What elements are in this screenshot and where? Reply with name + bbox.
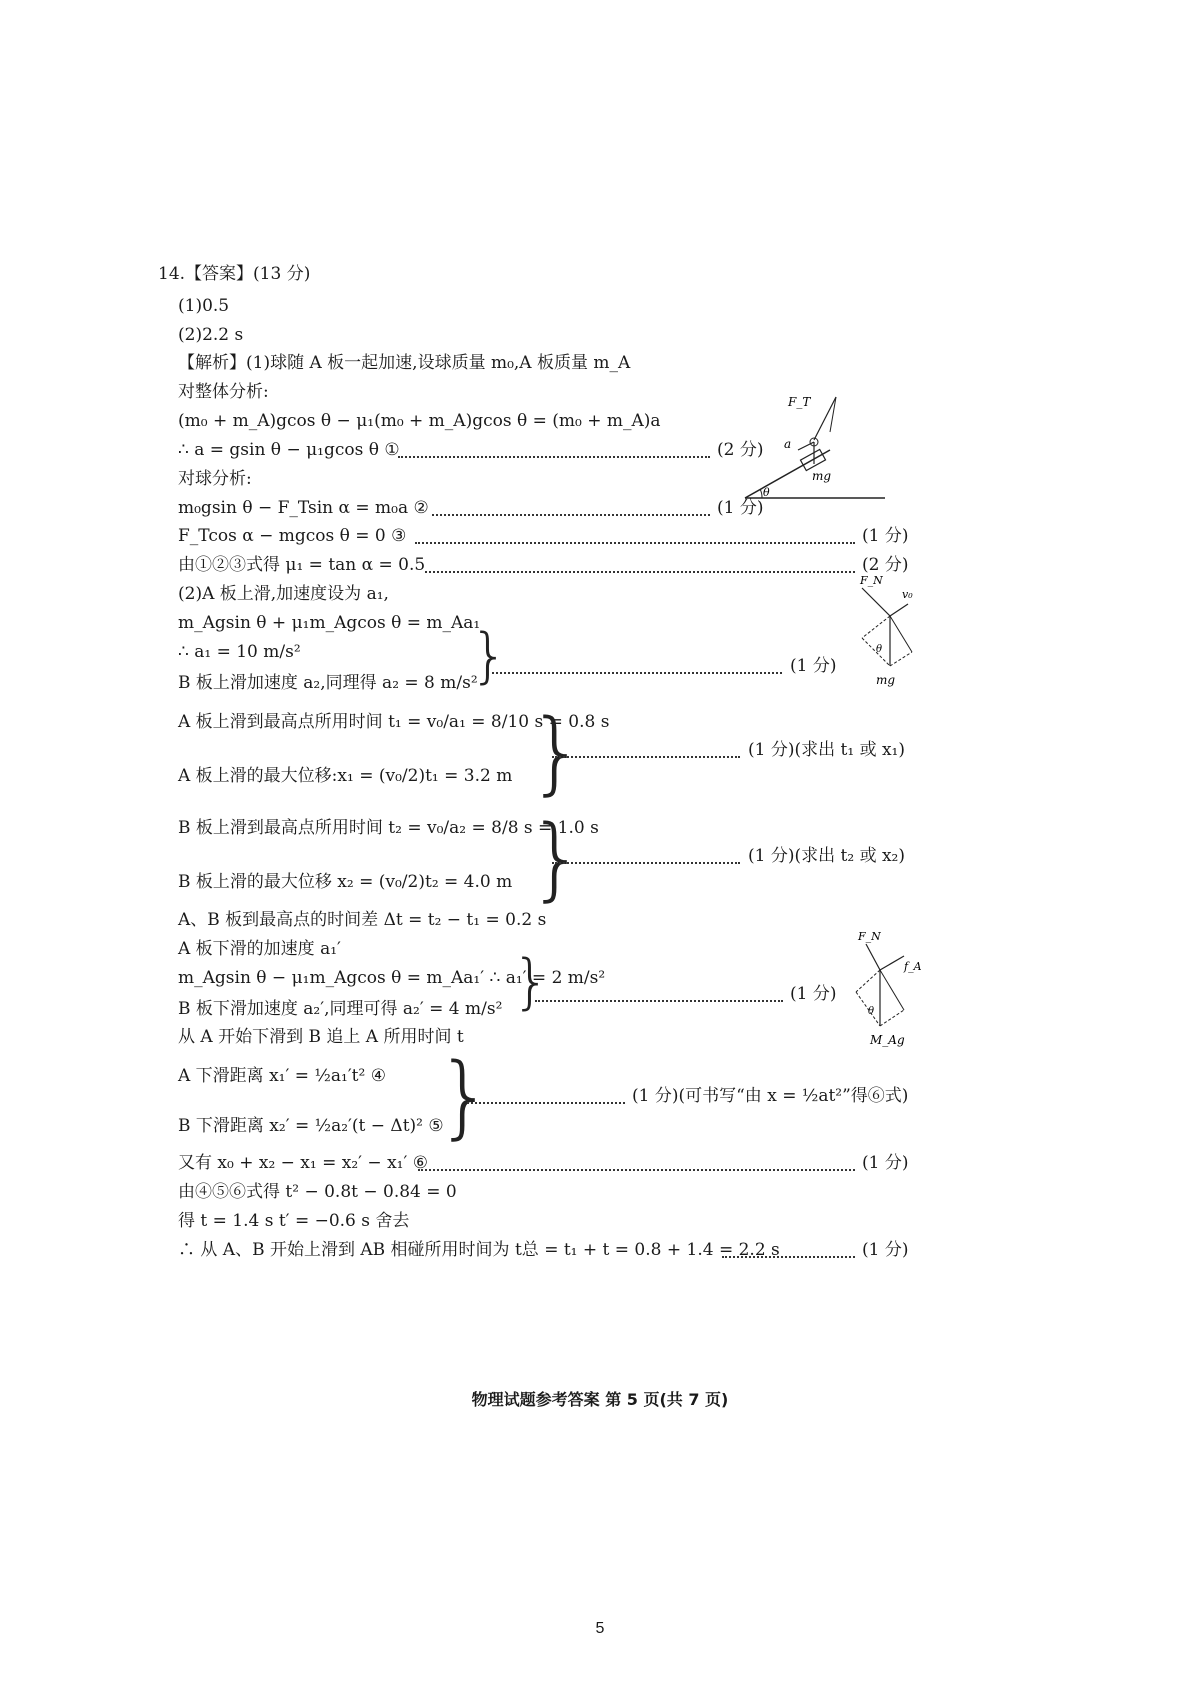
- whole-analysis-label: 对整体分析:: [178, 382, 269, 402]
- leader-dots: [418, 1169, 855, 1171]
- page-footer: 物理试题参考答案 第 5 页(共 7 页): [471, 1390, 729, 1409]
- leader-dots: [535, 1000, 783, 1002]
- mg-label: mg: [812, 469, 832, 483]
- score-5: (1 分): [790, 656, 837, 676]
- fn-label: F_N: [860, 574, 883, 587]
- time-t1: A 板上滑到最高点所用时间 t₁ = v₀/a₁ = 8/10 s = 0.8 s: [178, 712, 610, 732]
- score-6: (1 分)(求出 t₁ 或 x₁): [748, 740, 906, 760]
- score-8: (1 分): [790, 984, 837, 1004]
- question-header: 14.【答案】(13 分): [158, 264, 311, 284]
- score-1: (2 分): [717, 440, 764, 460]
- catch-up-time-label: 从 A 开始下滑到 B 追上 A 所用时间 t: [178, 1027, 464, 1047]
- part2-intro: (2)A 板上滑,加速度设为 a₁,: [178, 584, 389, 604]
- ball-incline-diagram: [740, 392, 890, 502]
- displacement-x2: B 板上滑的最大位移 x₂ = (v₀/2)t₂ = 4.0 m: [178, 872, 513, 892]
- brace: }: [436, 1044, 494, 1149]
- result-mu1: 由①②③式得 μ₁ = tan α = 0.5: [178, 555, 426, 575]
- score-10: (1 分): [862, 1153, 909, 1173]
- leader-dots: [415, 542, 855, 544]
- theta-label: θ: [876, 644, 883, 655]
- leader-dots: [425, 571, 855, 573]
- theta-label: θ: [763, 486, 770, 499]
- quadratic-equation: 由④⑤⑥式得 t² − 0.8t − 0.84 = 0: [178, 1182, 457, 1202]
- score-11: (1 分): [862, 1240, 909, 1260]
- score-9: (1 分)(可书写“由 x = ½at²”得⑥式): [632, 1086, 909, 1106]
- result-a1: ∴ a₁ = 10 m/s²: [178, 642, 301, 662]
- fn-label: F_N: [858, 930, 881, 943]
- displacement-x1: A 板上滑的最大位移:x₁ = (v₀/2)t₁ = 3.2 m: [178, 766, 513, 786]
- time-difference: A、B 板到最高点的时间差 Δt = t₂ − t₁ = 0.2 s: [178, 910, 547, 930]
- brace: }: [528, 700, 586, 805]
- brace: }: [512, 947, 551, 1017]
- a-down-accel-label: A 板下滑的加速度 a₁′: [178, 939, 341, 959]
- leader-dots: [432, 514, 710, 516]
- final-result: ∴ 从 A、B 开始上滑到 AB 相碰所用时间为 t总 = t₁ + t = 0.8 + 1.4 = 2.2 s: [178, 1240, 780, 1260]
- theta-label: θ: [868, 1006, 875, 1017]
- equation-a1-prime: m_Agsin θ − μ₁m_Agcos θ = m_Aa₁′ ∴ a₁′ = 2 m/s²: [178, 968, 606, 988]
- page-number: 5: [595, 1620, 605, 1637]
- board-up-force-diagram: [850, 576, 920, 686]
- quadratic-solution: 得 t = 1.4 s t′ = −0.6 s 舍去: [178, 1211, 410, 1231]
- analysis-intro: 【解析】(1)球随 A 板一起加速,设球质量 m₀,A 板质量 m_A: [178, 353, 631, 373]
- brace: }: [470, 621, 509, 691]
- equation-whole: (m₀ + m_A)gcos θ − μ₁(m₀ + m_A)gcos θ = (m₀ + m_A)a: [178, 411, 661, 431]
- a-label: a: [784, 437, 792, 451]
- answer-2: (2)2.2 s: [178, 325, 244, 345]
- leader-dots: [492, 672, 782, 674]
- leader-dots: [467, 1102, 625, 1104]
- score-2: (1 分): [717, 498, 764, 518]
- leader-dots: [398, 456, 710, 458]
- leader-dots: [552, 756, 740, 758]
- board-down-force-diagram: [848, 930, 928, 1050]
- equation-a1: m_Agsin θ + μ₁m_Agcos θ = m_Aa₁: [178, 613, 481, 633]
- score-3: (1 分): [862, 526, 909, 546]
- mag-label: M_Ag: [870, 1033, 905, 1047]
- answer-1: (1)0.5: [178, 296, 230, 316]
- equation-6: 又有 x₀ + x₂ − x₁ = x₂′ − x₁′ ⑥: [178, 1153, 428, 1173]
- v0-label: v₀: [902, 588, 913, 601]
- equation-4: A 下滑距离 x₁′ = ½a₁′t² ④: [178, 1066, 386, 1086]
- equation-3: F_Tcos α − mgcos θ = 0 ③: [178, 526, 407, 546]
- leader-dots: [722, 1256, 855, 1258]
- equation-2: m₀gsin θ − F_Tsin α = m₀a ②: [178, 498, 429, 518]
- result-a2-prime: B 板下滑加速度 a₂′,同理可得 a₂′ = 4 m/s²: [178, 999, 503, 1019]
- ft-label: F_T: [788, 395, 811, 409]
- brace: }: [528, 806, 586, 911]
- score-4: (2 分): [862, 555, 909, 575]
- mg-label: mg: [876, 673, 896, 687]
- fa-label: f_A: [904, 960, 922, 973]
- result-a2: B 板上滑加速度 a₂,同理得 a₂ = 8 m/s²: [178, 673, 478, 693]
- score-7: (1 分)(求出 t₂ 或 x₂): [748, 846, 906, 866]
- leader-dots: [552, 862, 740, 864]
- time-t2: B 板上滑到最高点所用时间 t₂ = v₀/a₂ = 8/8 s = 1.0 s: [178, 818, 599, 838]
- equation-5: B 下滑距离 x₂′ = ½a₂′(t − Δt)² ⑤: [178, 1116, 444, 1136]
- equation-1: ∴ a = gsin θ − μ₁gcos θ ①: [178, 440, 400, 460]
- ball-analysis-label: 对球分析:: [178, 469, 252, 489]
